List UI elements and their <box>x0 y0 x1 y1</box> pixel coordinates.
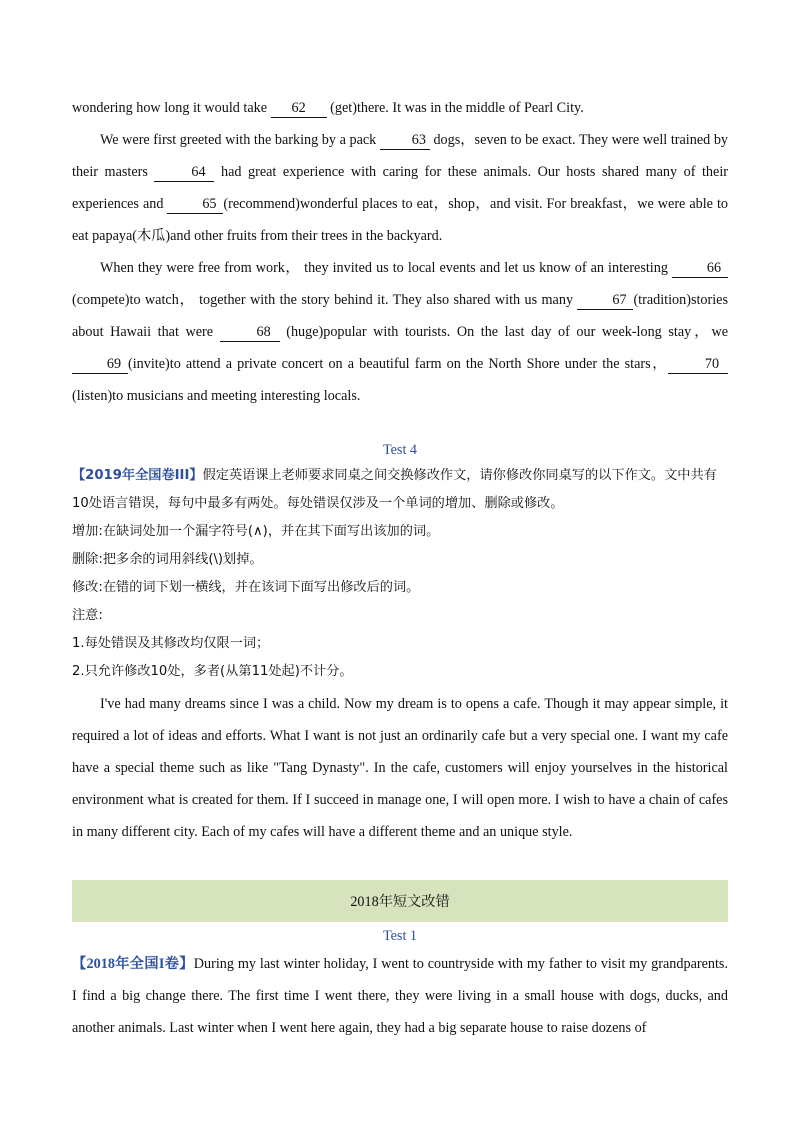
text: When they were free from work， they invited us to local events and let us know of an interesting <box>100 260 672 276</box>
rule-delete: 删除:把多余的词用斜线(\)划掉。 <box>72 552 263 567</box>
rule-add: 增加:在缺词处加一个漏字符号(∧)，并在其下面写出该加的词。 <box>72 524 440 539</box>
text: (get)there. It was in the middle of Pearl City. <box>326 100 584 116</box>
text: had great experience with caring for these animals. Our hosts shared many of their experiences and <box>72 164 728 212</box>
text: During my last winter holiday, I went to countryside with my father to visit my grandparents. I find a big change there. The first time I went there, they were living in a small house with dogs, ducks, and another animals. Last winter when I went here again, they had a big separate house to raise dozens of <box>72 956 728 1036</box>
blank-69: 69 <box>72 356 128 374</box>
note-1: 1.每处错误及其修改均仅限一词； <box>72 636 270 651</box>
section-banner-2018 <box>72 880 728 922</box>
text: (invite)to attend a private concert on a beautiful farm on the North Shore under the stars， <box>128 356 668 372</box>
text: dogs，seven to be exact. They were well trained by their masters <box>72 132 729 180</box>
blank-66: 66 <box>672 260 728 278</box>
passage-paragraph-2 <box>72 124 728 252</box>
text: (recommend)wonderful places to eat，shop，and visit. For breakfast，we were able to eat papaya(木瓜)and other fruits from their trees in the backyard. <box>72 196 728 244</box>
blank-68: 68 <box>220 324 280 342</box>
text: 假定英语课上老师要求同桌之间交换修改作文，请你修改你同桌写的以下作文。文中共有10处语言错误，每句中最多有两处。每处错误仅涉及一个单词的增加、删除或修改。 <box>72 468 717 511</box>
test-1-label: Test 1 <box>382 928 418 944</box>
text: (huge)popular with tourists. On the last day of our week-long stay，we <box>279 324 728 340</box>
section-title: 2018年短文改错 <box>350 894 450 910</box>
text: wondering how long it would take <box>72 100 271 116</box>
blank-62: 62 <box>271 100 327 118</box>
text: (tradition)stories about Hawaii that were <box>72 292 728 340</box>
text: We were first greeted with the barking by a pack <box>100 132 380 148</box>
rule-modify: 修改:在错的词下划一横线，并在该词下面写出修改后的词。 <box>72 580 420 595</box>
test-4-essay: I've had many dreams since I was a child. Now my dream is to opens a cafe. Though it may appear simple, it required a lot of ideas and efforts. What I want is not just an ordinarily cafe but a very special one. I want my cafe have a special theme such as like "Tang Dynasty". In the cafe, customers will enjoy yourselves in the historical environment what is created for them. If I succeed in manage one, I will open more. I wish to have a chain of cafes in many different city. Each of my cafes will have a different theme and an unique style. <box>72 696 728 840</box>
blank-63: 63 <box>380 132 430 150</box>
note-title: 注意: <box>72 608 103 623</box>
test-4-instruction <box>72 462 728 518</box>
passage-paragraph-3 <box>72 252 728 412</box>
text: (listen)to musicians and meeting interesting locals. <box>72 388 361 404</box>
blank-70: 70 <box>668 356 728 374</box>
source-tag: 【2019年全国卷III】 <box>72 468 203 483</box>
blank-65: 65 <box>167 196 223 214</box>
source-tag: 【2018年全国I卷】 <box>72 956 194 972</box>
passage-paragraph-1 <box>72 92 728 124</box>
blank-67: 67 <box>577 292 633 310</box>
blank-64: 64 <box>154 164 214 182</box>
test-1-text <box>72 948 728 1044</box>
note-2: 2.只允许修改10处，多者(从第11处起)不计分。 <box>72 664 353 679</box>
document-page <box>72 92 728 1044</box>
text: (compete)to watch， together with the story behind it. They also shared with us many <box>72 292 578 308</box>
test-4-label: Test 4 <box>382 442 418 458</box>
